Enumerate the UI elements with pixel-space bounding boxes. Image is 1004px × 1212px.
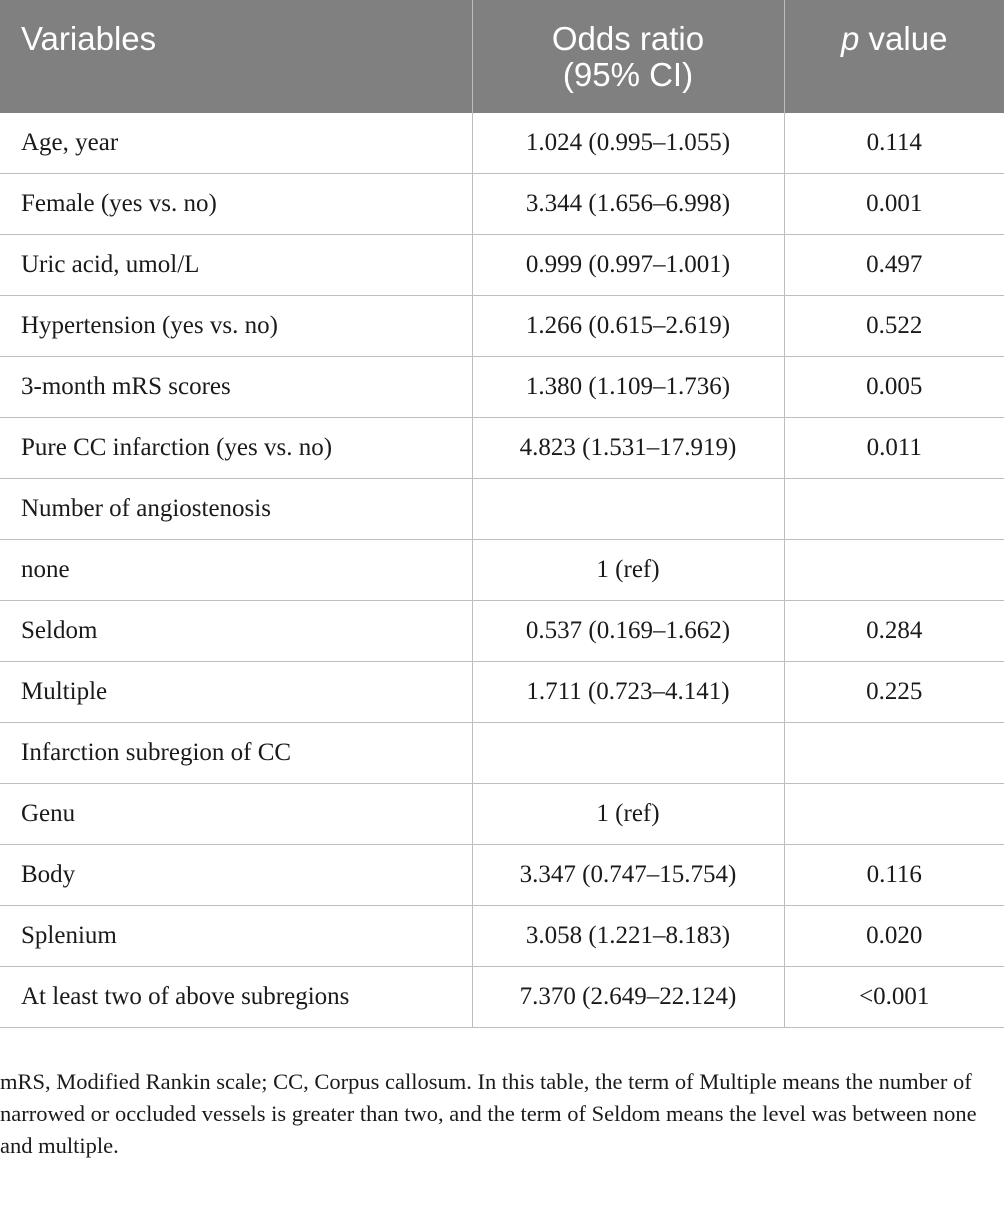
cell-odds-ratio: 0.537 (0.169–1.662) xyxy=(472,601,784,662)
cell-variable: At least two of above subregions xyxy=(0,967,472,1028)
cell-variable: Number of angiostenosis xyxy=(0,479,472,540)
table-row xyxy=(0,845,1004,906)
table-row xyxy=(0,784,1004,845)
cell-p-value: 0.005 xyxy=(784,357,1004,418)
header-odds-ratio-line1: Odds ratio xyxy=(551,20,705,57)
table-row xyxy=(0,540,1004,601)
table-row xyxy=(0,662,1004,723)
cell-odds-ratio: 1 (ref) xyxy=(472,540,784,601)
table-body xyxy=(0,113,1004,1028)
cell-p-value: 0.497 xyxy=(784,235,1004,296)
table-row xyxy=(0,296,1004,357)
cell-p-value xyxy=(784,479,1004,540)
header-variables xyxy=(0,0,472,113)
table-row xyxy=(0,235,1004,296)
cell-p-value: 0.116 xyxy=(784,845,1004,906)
cell-p-value xyxy=(784,540,1004,601)
table-row xyxy=(0,174,1004,235)
cell-odds-ratio: 4.823 (1.531–17.919) xyxy=(472,418,784,479)
cell-p-value: 0.522 xyxy=(784,296,1004,357)
header-variables-label: Variables xyxy=(21,20,157,57)
header-odds-ratio-line2: (95% CI) xyxy=(562,56,694,93)
header-p-rest: value xyxy=(859,20,948,57)
cell-variable: none xyxy=(0,540,472,601)
table-row xyxy=(0,967,1004,1028)
cell-odds-ratio xyxy=(472,479,784,540)
cell-variable: Pure CC infarction (yes vs. no) xyxy=(0,418,472,479)
cell-variable: Body xyxy=(0,845,472,906)
cell-variable: Seldom xyxy=(0,601,472,662)
cell-odds-ratio: 3.347 (0.747–15.754) xyxy=(472,845,784,906)
cell-odds-ratio: 0.999 (0.997–1.001) xyxy=(472,235,784,296)
header-row xyxy=(0,0,1004,113)
cell-odds-ratio: 3.058 (1.221–8.183) xyxy=(472,906,784,967)
cell-odds-ratio xyxy=(472,723,784,784)
cell-p-value: 0.225 xyxy=(784,662,1004,723)
cell-odds-ratio: 3.344 (1.656–6.998) xyxy=(472,174,784,235)
cell-variable: Infarction subregion of CC xyxy=(0,723,472,784)
cell-p-value: 0.114 xyxy=(784,113,1004,174)
cell-variable: Age, year xyxy=(21,129,119,156)
cell-variable: Uric acid, umol/L xyxy=(0,235,472,296)
table-row xyxy=(0,479,1004,540)
cell-p-value xyxy=(784,723,1004,784)
cell-p-value: 0.020 xyxy=(784,906,1004,967)
table-row xyxy=(0,113,1004,174)
header-p-italic: p xyxy=(841,20,860,57)
cell-variable: Splenium xyxy=(0,906,472,967)
cell-variable: 3-month mRS scores xyxy=(0,357,472,418)
table-row xyxy=(0,906,1004,967)
cell-odds-ratio: 1 (ref) xyxy=(472,784,784,845)
table-row xyxy=(0,357,1004,418)
header-odds-ratio xyxy=(472,0,784,113)
table-header xyxy=(0,0,1004,113)
cell-p-value: 0.011 xyxy=(784,418,1004,479)
cell-p-value: 0.284 xyxy=(784,601,1004,662)
cell-variable: Genu xyxy=(0,784,472,845)
cell-p-value: <0.001 xyxy=(784,967,1004,1028)
cell-variable: Hypertension (yes vs. no) xyxy=(0,296,472,357)
cell-odds-ratio: 1.024 (0.995–1.055) xyxy=(472,113,784,174)
cell-p-value: 0.001 xyxy=(784,174,1004,235)
cell-variable: Multiple xyxy=(0,662,472,723)
cell-variable: Female (yes vs. no) xyxy=(0,174,472,235)
cell-odds-ratio: 7.370 (2.649–22.124) xyxy=(472,967,784,1028)
cell-odds-ratio: 1.380 (1.109–1.736) xyxy=(472,357,784,418)
header-p-value xyxy=(784,0,1004,113)
table-row xyxy=(0,723,1004,784)
cell-odds-ratio: 1.266 (0.615–2.619) xyxy=(472,296,784,357)
table-row xyxy=(0,601,1004,662)
cell-p-value xyxy=(784,784,1004,845)
table-footnote: mRS, Modified Rankin scale; CC, Corpus callosum. In this table, the term of Multiple means the number of narrowed or occluded vessels is greater than two, and the term of Seldom means the level was between none and multiple. xyxy=(0,1069,977,1158)
cell-odds-ratio: 1.711 (0.723–4.141) xyxy=(472,662,784,723)
table-row xyxy=(0,418,1004,479)
